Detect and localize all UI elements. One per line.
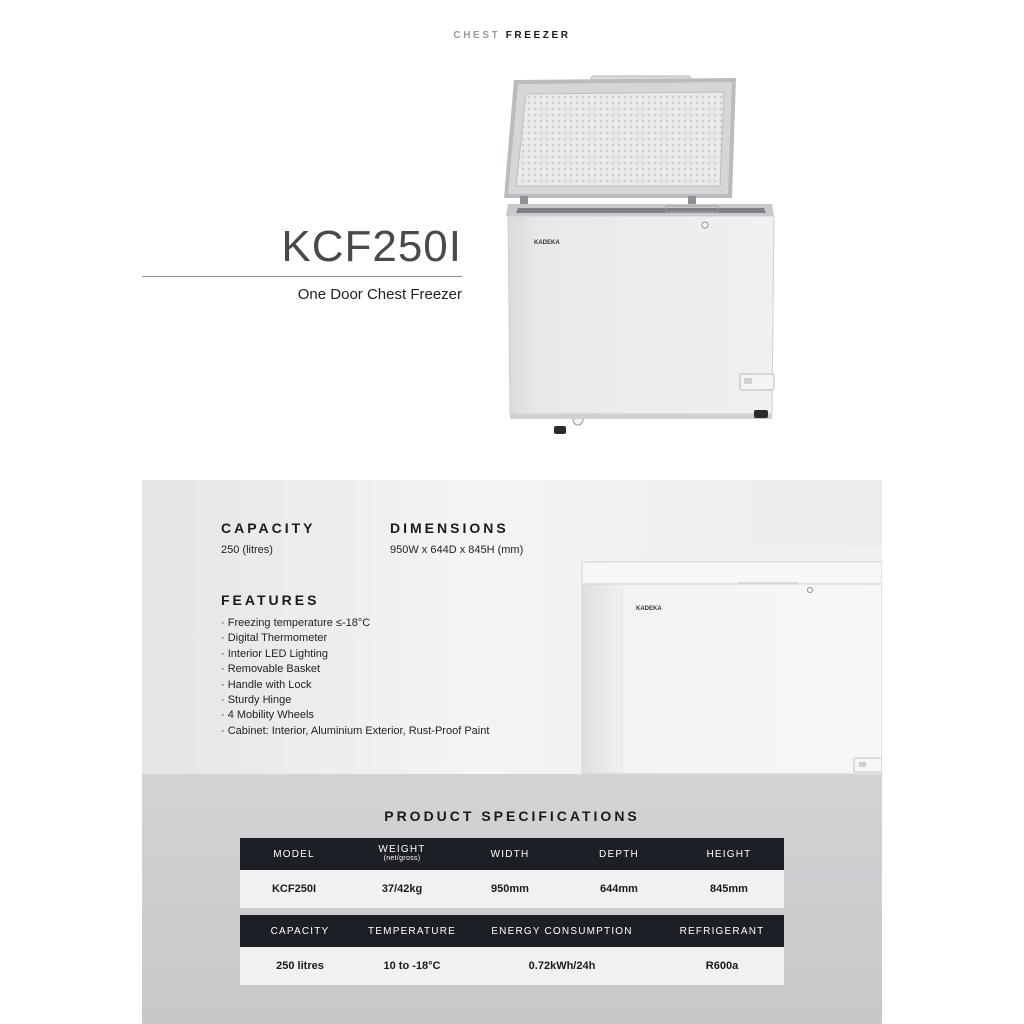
header-weight bbox=[348, 838, 456, 870]
dimensions-heading: DIMENSIONS bbox=[390, 520, 509, 536]
value-refrigerant: R600a bbox=[705, 960, 739, 972]
model-title: KCF250I bbox=[281, 222, 462, 271]
freezer-open-image bbox=[496, 70, 796, 442]
spec-table2-row bbox=[240, 947, 784, 985]
header-refrigerant: REFRIGERANT bbox=[679, 925, 765, 937]
header-capacity: CAPACITY bbox=[270, 925, 330, 937]
feature-item: · Cabinet: Interior, Aluminium Exterior, Rust-Proof Paint bbox=[221, 724, 490, 737]
value-depth: 644mm bbox=[600, 883, 638, 895]
specs-section bbox=[142, 774, 882, 1024]
spec-table1-row bbox=[240, 870, 784, 908]
value-height: 845mm bbox=[710, 883, 748, 895]
feature-item: · Interior LED Lighting bbox=[221, 647, 328, 660]
feature-item: · Handle with Lock bbox=[221, 678, 312, 691]
model-subtitle: One Door Chest Freezer bbox=[297, 286, 462, 303]
header-temperature: TEMPERATURE bbox=[367, 925, 457, 937]
feature-item: · Removable Basket bbox=[221, 663, 321, 676]
freezer-closed-image bbox=[578, 544, 882, 774]
header-weight-sub: (net/gross) bbox=[383, 855, 421, 862]
header-model: MODEL bbox=[273, 848, 315, 860]
spec-table2-header bbox=[240, 915, 784, 947]
value-weight: 37/42kg bbox=[381, 883, 423, 895]
header-weight-label: WEIGHT bbox=[378, 844, 426, 855]
value-capacity: 250 litres bbox=[276, 960, 324, 972]
features-heading: FEATURES bbox=[221, 592, 320, 608]
section-header bbox=[0, 30, 1024, 41]
info-panel bbox=[142, 480, 882, 774]
header-depth: DEPTH bbox=[599, 848, 639, 860]
capacity-heading: CAPACITY bbox=[221, 520, 316, 536]
specs-title: PRODUCT SPECIFICATIONS bbox=[384, 808, 640, 824]
features-list bbox=[221, 616, 489, 739]
value-temperature: 10 to -18°C bbox=[383, 960, 441, 972]
feature-item: · Freezing temperature ≤-18°C bbox=[221, 617, 371, 629]
spec-table1-header bbox=[240, 838, 784, 870]
capacity-value: 250 (litres) bbox=[221, 544, 273, 556]
brand-logo: KADEKA bbox=[636, 606, 662, 612]
feature-item: · Sturdy Hinge bbox=[221, 694, 292, 707]
header-energy: ENERGY CONSUMPTION bbox=[491, 925, 633, 937]
value-energy: 0.72kWh/24h bbox=[528, 960, 596, 972]
value-width: 950mm bbox=[491, 883, 529, 895]
feature-item: · Digital Thermometer bbox=[221, 632, 328, 645]
header-height: HEIGHT bbox=[706, 848, 752, 860]
dimensions-value: 950W x 644D x 845H (mm) bbox=[390, 544, 524, 556]
header-light-text: CHEST bbox=[453, 30, 501, 41]
title-divider bbox=[142, 276, 462, 277]
header-dark-text: FREEZER bbox=[505, 30, 571, 41]
brand-logo: KADEKA bbox=[534, 240, 560, 246]
value-model: KCF250I bbox=[271, 883, 317, 895]
header-width: WIDTH bbox=[490, 848, 530, 860]
feature-item: · 4 Mobility Wheels bbox=[221, 709, 314, 722]
